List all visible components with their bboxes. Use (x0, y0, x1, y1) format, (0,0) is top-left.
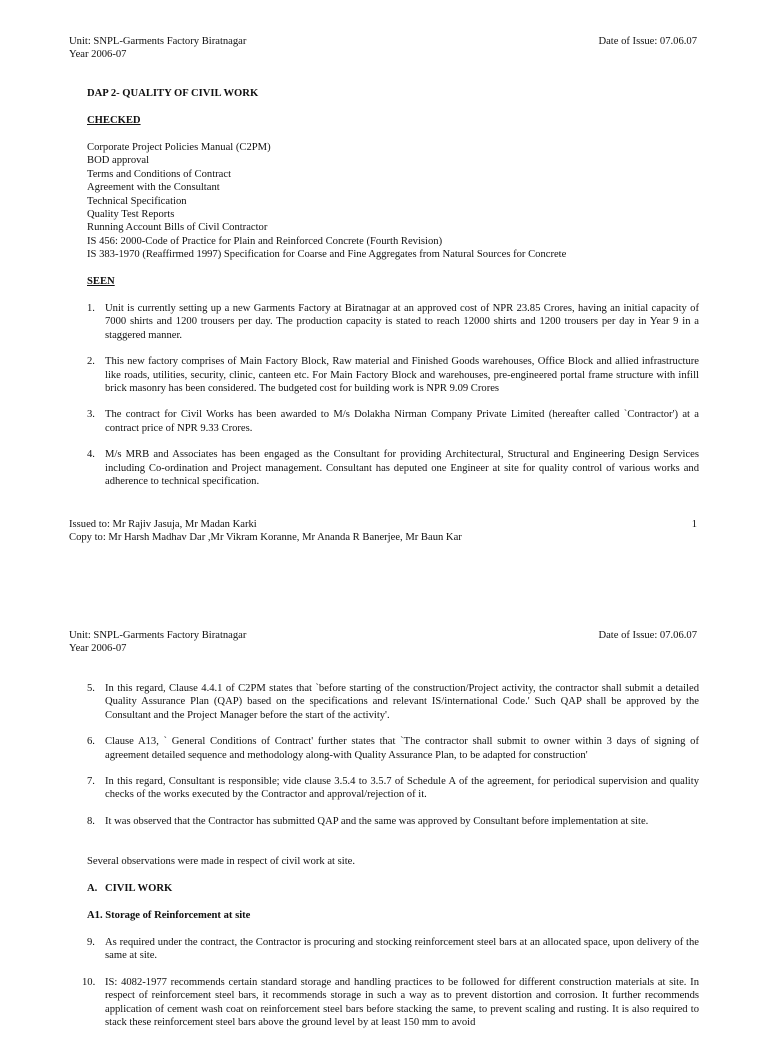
storage-list (82, 936, 699, 1042)
list-item (87, 815, 699, 828)
copy-to: Copy to: Mr Harsh Madhav Dar ,Mr Vikram Koranne, Mr Ananda R Banerjee, Mr Baun Kar (69, 532, 462, 544)
item-text: This new factory comprises of Main Factory Block, Raw material and Finished Goods warehouses, Office Block and allied infrastructure like roads, utilities, security, clinic, canteen etc. For Main Factory Block and warehouses, pre-engineered portal frame structure with infill brick masonry has been considered. The budgeted cost for building work is NPR 9.09 Crores (105, 356, 699, 395)
item-number: 6. (87, 736, 95, 748)
item-number: 5. (87, 683, 95, 694)
item-number: 8. (87, 815, 95, 827)
page1-footer (69, 518, 462, 545)
item-text: The contract for Civil Works has been awarded to M/s Dolakha Nirman Company Private Limited (hereafter called `Contractor') at a contract price of NPR 9.33 Crores. (105, 409, 699, 434)
page-number: 1 (691, 519, 697, 530)
date-of-issue: Date of Issue: 07.06.07 (598, 630, 697, 641)
section-title: CIVIL WORK (105, 883, 173, 894)
checked-item: BOD approval (87, 155, 150, 167)
item-text: IS: 4082-1977 recommends certain standard storage and handling practices to be followed for different construction materials at site. In respect of reinforcement steel bars, it recommends storage in such a way as to prevent distortion and corrosion. It further recommends application of cement wash coat on reinforcement steel bars before stacking the same, to prevent scaling and rusting. It is also required to stack these reinforcement steel bars above the ground level by at least 150 mm to avoid (105, 976, 699, 1029)
unit-label: Unit: SNPL-Garments Factory Biratnagar (69, 36, 247, 47)
item-number: 9. (87, 937, 95, 948)
item-text: In this regard, Consultant is responsible; vide clause 3.5.4 to 3.5.7 of Schedule A of the agreement, for periodical supervision and quality checks of the works executed by the Contractor and approval/rejection of it. (105, 776, 699, 801)
seen-list (87, 302, 699, 501)
list-item (87, 682, 699, 722)
unit-label: Unit: SNPL-Garments Factory Biratnagar (69, 630, 247, 641)
page2-header-left (69, 629, 246, 656)
item-number: 1. (87, 303, 95, 314)
checked-item: Quality Test Reports (87, 209, 175, 221)
year-label: Year 2006-07 (69, 49, 127, 61)
item-number: 4. (87, 449, 95, 461)
item-text: It was observed that the Contractor has submitted QAP and the same was approved by Consultant before implementation at site. (105, 815, 649, 827)
checked-list (87, 141, 717, 262)
item-number: 3. (87, 409, 95, 421)
list-item (87, 448, 699, 488)
item-number: 2. (87, 356, 95, 368)
checked-item: Corporate Project Policies Manual (C2PM) (87, 142, 271, 153)
list-item (87, 936, 699, 963)
checked-item: IS 456: 2000-Code of Practice for Plain and Reinforced Concrete (Fourth Revision) (87, 235, 443, 247)
item-text: Unit is currently setting up a new Garments Factory at Biratnagar at an approved cost of NPR 23.85 Crores, having an initial capacity of 7000 shirts and 1200 trousers per day. The production capacity is stated to reach 12000 shirts and 1200 trousers per day in Year 9 in a staggered manner. (105, 303, 699, 341)
page1-header-left (69, 35, 246, 62)
item-text: Clause A13, ` General Conditions of Contract' further states that `The contractor shall submit to owner within 3 days of signing of agreement detailed sequence and methodology along-with Quality Assurance Plan, to be adapted for construction' (105, 736, 699, 761)
list-item (82, 976, 699, 1030)
subsection-heading: A1. Storage of Reinforcement at site (87, 910, 251, 921)
document-title: DAP 2- QUALITY OF CIVIL WORK (87, 88, 259, 99)
checked-item: Agreement with the Consultant (87, 182, 220, 194)
year-label: Year 2006-07 (69, 643, 127, 655)
checked-item: Terms and Conditions of Contract (87, 168, 232, 180)
checked-item: Running Account Bills of Civil Contractor (87, 222, 268, 234)
item-number: 10. (82, 976, 96, 988)
date-of-issue: Date of Issue: 07.06.07 (598, 36, 697, 47)
item-text: In this regard, Clause 4.4.1 of C2PM states that `before starting of the construction/Project activity, the contractor shall submit a detailed Quality Assurance Plan (QAP) based on the specifications and relevant IS/international Code.' Such QAP shall be approved by the Consultant and the Project Manager before the start of the activity'. (105, 683, 699, 721)
observations-text: Several observations were made in respect of civil work at site. (87, 856, 355, 867)
list-item (87, 302, 699, 342)
item-number: 7. (87, 776, 95, 788)
list-item (87, 355, 699, 395)
list-item (87, 408, 699, 435)
section-letter: A. (87, 883, 98, 894)
list-item (87, 735, 699, 762)
clause-list (87, 682, 699, 841)
seen-heading: SEEN (87, 276, 115, 287)
list-item (87, 775, 699, 802)
issued-to: Issued to: Mr Rajiv Jasuja, Mr Madan Karki (69, 519, 257, 530)
item-text: M/s MRB and Associates has been engaged as the Consultant for providing Architectural, Structural and Engineering Design Services including Co-ordination and Project management. Consultant has deputed one Engineer at site for quality control of various works and adherence to technical specification. (105, 449, 699, 488)
checked-item: IS 383-1970 (Reaffirmed 1997) Specification for Coarse and Fine Aggregates from Natural Sources for Concrete (87, 249, 567, 261)
item-text: As required under the contract, the Contractor is procuring and stocking reinforcement steel bars at an allocated space, upon delivery of the same at site. (105, 937, 699, 962)
section-heading (87, 882, 717, 895)
checked-item: Technical Specification (87, 195, 187, 207)
checked-heading: CHECKED (87, 115, 141, 126)
